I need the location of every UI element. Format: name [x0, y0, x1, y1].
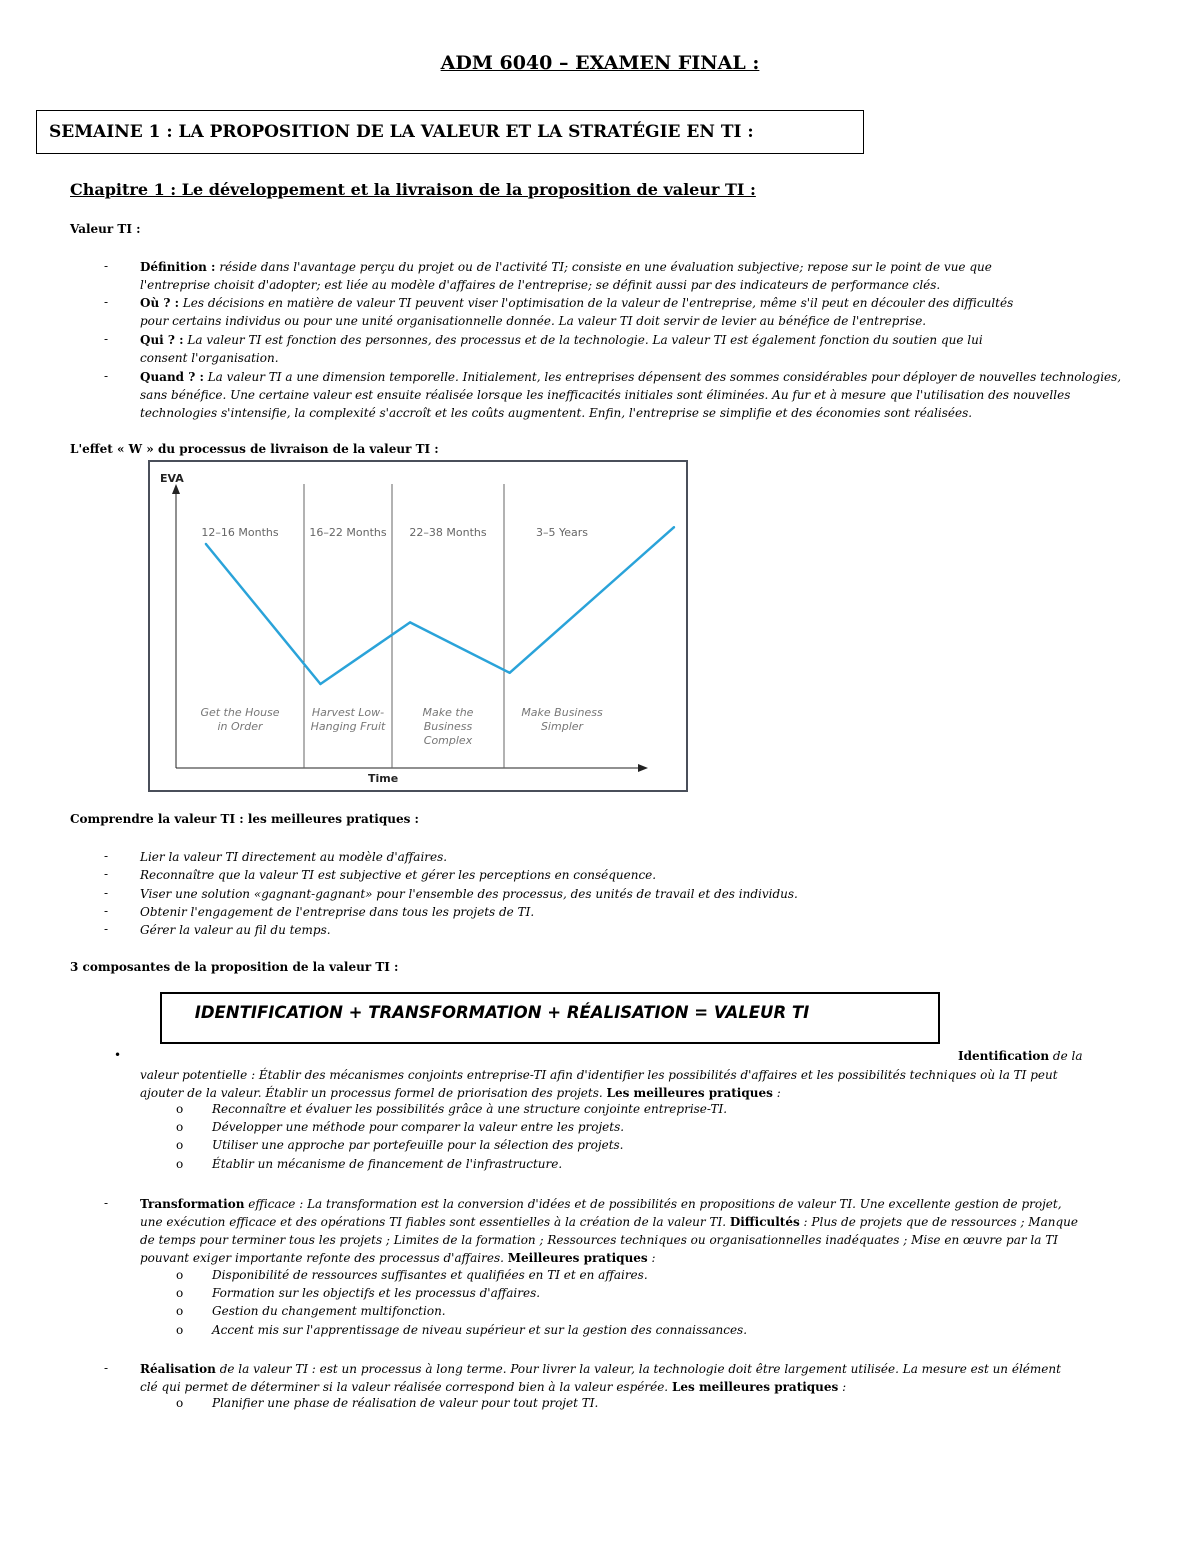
eva-line [206, 527, 674, 684]
identification-sub-item: Reconnaître et évaluer les possibilités grâce à une structure conjointe entreprise-TI. [212, 1102, 728, 1116]
transformation-line4 [140, 1249, 656, 1267]
valeur-heading: Valeur TI : [70, 222, 141, 236]
bullet-dash: - [104, 1196, 109, 1210]
transformation-sub-item: Formation sur les objectifs et les processus d'affaires. [212, 1286, 541, 1300]
identification-line1: valeur potentielle : Établir des mécanismes conjoints entreprise-TI afin d'identifier les possibilités d'affaires et les possibilités techniques où la TI peut [140, 1068, 1058, 1082]
y-axis-label: EVA [160, 472, 184, 485]
formula-box [160, 992, 940, 1044]
phase-name: in Order [217, 720, 263, 733]
phase-duration: 16–22 Months [309, 526, 387, 539]
phase-name: Simpler [540, 720, 584, 733]
bullet-dash: - [104, 886, 109, 900]
bullet-dash: - [104, 369, 109, 383]
formula-text: IDENTIFICATION + TRANSFORMATION + RÉALISATION = VALEUR TI [194, 1003, 810, 1022]
ou-line1 [140, 294, 1013, 312]
identification-sub-item: Développer une méthode pour comparer la valeur entre les projets. [212, 1120, 625, 1134]
qui-text1: La valeur TI est fonction des personnes, des processus et de la technologie. La valeur TI est également fonction du soutien que lui [183, 333, 983, 347]
bullet-dash: - [104, 867, 109, 881]
identification-sub-item: Établir un mécanisme de financement de l'infrastructure. [212, 1157, 563, 1171]
realisation-text1: de la valeur TI : est un processus à long terme. Pour livrer la valeur, la technologie doit être largement utilisée. La mesure est un élément [215, 1362, 1061, 1376]
qui-line1 [140, 331, 983, 349]
quand-line1 [140, 368, 1121, 386]
w-effect-chart-svg [150, 462, 686, 790]
identification-bp-label: Les meilleures pratiques [606, 1086, 773, 1100]
eva-point-2 [409, 621, 411, 623]
phase-name: Complex [423, 734, 473, 747]
best-practices-heading: Comprendre la valeur TI : les meilleures pratiques : [70, 812, 419, 826]
ou-text1: Les décisions en matière de valeur TI peuvent viser l'optimisation de la valeur de l'entreprise, même s'il peut en découler des difficultés [179, 296, 1014, 310]
week-title: SEMAINE 1 : LA PROPOSITION DE LA VALEUR ET LA STRATÉGIE EN TI : [49, 122, 754, 142]
identification-text2: ajouter de la valeur. Établir un processus formel de priorisation des projets. [140, 1086, 607, 1100]
bullet-circle: o [176, 1286, 184, 1300]
bullet-dash: - [104, 295, 109, 309]
eva-point-4 [673, 526, 675, 528]
realisation-label: Réalisation [140, 1362, 216, 1376]
identification-suffix: de la [1049, 1049, 1083, 1063]
document-title: ADM 6040 – EXAMEN FINAL : [440, 52, 760, 74]
eva-point-3 [508, 672, 510, 674]
best-practice-item: Obtenir l'engagement de l'entreprise dans tous les projets de TI. [140, 905, 535, 919]
phase-name: Get the House [200, 706, 280, 719]
identification-line0 [958, 1047, 1083, 1065]
bullet-circle: o [176, 1323, 184, 1337]
x-axis-label: Time [368, 772, 399, 785]
quand-line2: sans bénéfice. Une certaine valeur est ensuite réalisée lorsque les inefficacités initiales sont éliminées. Au fur et à mesure que l'utilisation des nouvelles [140, 388, 1071, 402]
x-axis-arrow [638, 764, 648, 772]
bullet-dash: - [104, 259, 109, 273]
w-effect-chart [148, 460, 688, 792]
identification-bp-suffix: : [772, 1086, 781, 1100]
bullet-circle: o [176, 1396, 184, 1410]
transformation-bp-suffix: : [647, 1251, 656, 1265]
eva-point-0 [205, 543, 207, 545]
quand-text1: La valeur TI a une dimension temporelle. Initialement, les entreprises dépensent des sommes considérables pour déployer de nouvelles technologies, [203, 370, 1122, 384]
best-practice-item: Lier la valeur TI directement au modèle d'affaires. [140, 850, 448, 864]
phase-duration: 22–38 Months [409, 526, 487, 539]
definition-line2: l'entreprise choisit d'adopter; est liée au modèle d'affaires de l'entreprise; se définit aussi par des indicateurs de performance clés. [140, 278, 941, 292]
bullet-circle: o [176, 1304, 184, 1318]
realisation-bp-suffix: : [838, 1380, 847, 1394]
bullet-circle: o [176, 1268, 184, 1282]
transformation-sub-item: Accent mis sur l'apprentissage de niveau supérieur et sur la gestion des connaissances. [212, 1323, 748, 1337]
realisation-line2 [140, 1378, 846, 1396]
transformation-sub-item: Gestion du changement multifonction. [212, 1304, 446, 1318]
phase-duration: 3–5 Years [535, 526, 589, 539]
bullet-circle: o [176, 1138, 184, 1152]
best-practice-item: Gérer la valeur au fil du temps. [140, 923, 331, 937]
eva-series [205, 526, 676, 685]
phase-name: Business [423, 720, 473, 733]
transformation-line2 [140, 1213, 1078, 1231]
quand-label: Quand ? : [140, 370, 204, 384]
transformation-text2a: une exécution efficace et des opérations TI fiables sont essentielles à la création de la valeur TI. [140, 1215, 730, 1229]
week-title-box [36, 110, 864, 154]
realisation-sub-item: Planifier une phase de réalisation de valeur pour tout projet TI. [212, 1396, 599, 1410]
transformation-label: Transformation [140, 1197, 245, 1211]
transformation-text1: efficace : La transformation est la conversion d'idées et de possibilités en propositions de valeur TI. Une excellente gestion de projet, [244, 1197, 1062, 1211]
phase-duration: 12–16 Months [201, 526, 279, 539]
transformation-line3: de temps pour terminer tous les projets ; Limites de la formation ; Ressources techniques ou organisationnelles inadéquates ; Mise en œuvre par la TI [140, 1233, 1058, 1247]
bullet-circle: o [176, 1102, 184, 1116]
realisation-line1 [140, 1360, 1061, 1378]
definition-line1 [140, 258, 992, 276]
phase-name: Make Business [521, 706, 603, 719]
phase-name: Make the [422, 706, 474, 719]
bullet-dash: - [104, 922, 109, 936]
identification-line2 [140, 1084, 781, 1102]
bullet-circle: o [176, 1120, 184, 1134]
transformation-bp-label: Meilleures pratiques [507, 1251, 648, 1265]
bullet-dash: - [104, 904, 109, 918]
realisation-text2: clé qui permet de déterminer si la valeur réalisée correspond bien à la valeur espérée. [140, 1380, 672, 1394]
best-practice-item: Reconnaître que la valeur TI est subjective et gérer les perceptions en conséquence. [140, 868, 657, 882]
bullet-circle: o [176, 1157, 184, 1171]
bullet-dot: • [114, 1048, 122, 1062]
definition-text1: réside dans l'avantage perçu du projet ou de l'activité TI; consiste en une évaluation subjective; repose sur le point de vue que [215, 260, 992, 274]
difficultes-label: Difficultés [729, 1215, 800, 1229]
phase-name: Hanging Fruit [310, 720, 386, 733]
phase-name: Harvest Low- [311, 706, 385, 719]
identification-sub-item: Utiliser une approche par portefeuille pour la sélection des projets. [212, 1138, 624, 1152]
chapter-title: Chapitre 1 : Le développement et la livraison de la proposition de valeur TI : [70, 180, 756, 199]
y-axis-arrow [172, 484, 180, 494]
best-practice-item: Viser une solution «gagnant-gagnant» pour l'ensemble des processus, des unités de travail et des individus. [140, 887, 798, 901]
bullet-dash: - [104, 1361, 109, 1375]
quand-line3: technologies s'intensifie, la complexité s'accroît et les coûts augmentent. Enfin, l'entreprise se simplifie et des économies sont réalisées. [140, 406, 973, 420]
qui-label: Qui ? : [140, 333, 184, 347]
transformation-sub-item: Disponibilité de ressources suffisantes et qualifiées en TI et en affaires. [212, 1268, 648, 1282]
transformation-text2b: : Plus de projets que de ressources ; Manque [799, 1215, 1078, 1229]
qui-line2: consent l'organisation. [140, 351, 279, 365]
realisation-bp-label: Les meilleures pratiques [671, 1380, 839, 1394]
ou-label: Où ? : [140, 296, 179, 310]
bullet-dash: - [104, 332, 109, 346]
bullet-dash: - [104, 849, 109, 863]
transformation-text4a: pouvant exiger importante refonte des processus d'affaires. [140, 1251, 508, 1265]
w-effect-heading: L'effet « W » du processus de livraison de la valeur TI : [70, 442, 439, 456]
eva-point-1 [319, 683, 321, 685]
ou-line2: pour certains individus ou pour une unité organisationnelle donnée. La valeur TI doit servir de levier au bénéfice de l'entreprise. [140, 314, 927, 328]
definition-label: Définition : [140, 260, 216, 274]
components-heading: 3 composantes de la proposition de la valeur TI : [70, 960, 399, 974]
transformation-line1 [140, 1195, 1062, 1213]
identification-label: Identification [958, 1049, 1050, 1063]
